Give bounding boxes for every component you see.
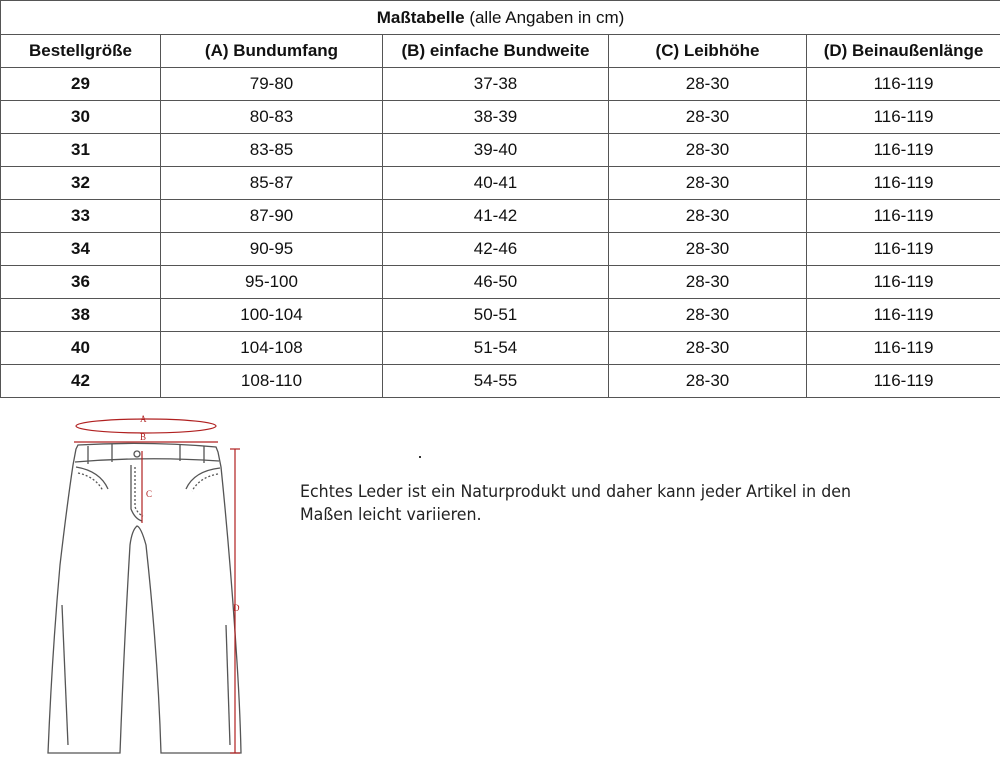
waist-button xyxy=(134,451,140,457)
table-row xyxy=(1,68,1000,101)
size-cell: 34 xyxy=(1,233,161,266)
fly-line xyxy=(131,465,142,521)
table-cell: 116-119 xyxy=(807,332,1000,365)
trousers-body xyxy=(48,443,241,753)
table-cell: 108-110 xyxy=(161,365,383,398)
table-cell: 28-30 xyxy=(609,68,807,101)
header-rise: (C) Leibhöhe xyxy=(609,35,807,68)
table-cell: 116-119 xyxy=(807,101,1000,134)
size-cell: 31 xyxy=(1,134,161,167)
seam-right xyxy=(226,625,230,745)
table-cell: 28-30 xyxy=(609,332,807,365)
table-cell: 104-108 xyxy=(161,332,383,365)
size-cell: 30 xyxy=(1,101,161,134)
trousers-outline xyxy=(48,443,241,753)
size-cell: 33 xyxy=(1,200,161,233)
table-cell: 28-30 xyxy=(609,101,807,134)
table-row xyxy=(1,200,1000,233)
table-row xyxy=(1,365,1000,398)
table-cell: 54-55 xyxy=(383,365,609,398)
table-cell: 100-104 xyxy=(161,299,383,332)
table-cell: 79-80 xyxy=(161,68,383,101)
table-row xyxy=(1,134,1000,167)
table-cell: 39-40 xyxy=(383,134,609,167)
table-cell: 116-119 xyxy=(807,68,1000,101)
size-cell: 40 xyxy=(1,332,161,365)
table-cell: 28-30 xyxy=(609,365,807,398)
table-cell: 50-51 xyxy=(383,299,609,332)
table-cell: 40-41 xyxy=(383,167,609,200)
table-cell: 42-46 xyxy=(383,233,609,266)
table-cell: 28-30 xyxy=(609,167,807,200)
table-cell: 116-119 xyxy=(807,134,1000,167)
table-cell: 116-119 xyxy=(807,266,1000,299)
label-c: C xyxy=(146,489,153,499)
table-cell: 41-42 xyxy=(383,200,609,233)
front-pocket-left xyxy=(76,467,108,489)
table-cell: 87-90 xyxy=(161,200,383,233)
table-row xyxy=(1,266,1000,299)
table-row xyxy=(1,332,1000,365)
table-cell: 28-30 xyxy=(609,299,807,332)
waistband-line xyxy=(75,459,219,462)
label-d: D xyxy=(233,603,240,613)
table-row xyxy=(1,233,1000,266)
table-row xyxy=(1,299,1000,332)
table-cell: 28-30 xyxy=(609,200,807,233)
table-title xyxy=(1,1,1000,35)
label-a: A xyxy=(140,414,147,424)
table-cell: 37-38 xyxy=(383,68,609,101)
table-cell: 51-54 xyxy=(383,332,609,365)
header-row xyxy=(1,35,1000,68)
table-cell: 85-87 xyxy=(161,167,383,200)
table-cell: 116-119 xyxy=(807,200,1000,233)
table-title-rest: (alle Angaben in cm) xyxy=(464,7,625,27)
table-cell: 46-50 xyxy=(383,266,609,299)
header-outseam: (D) Beinaußenlänge xyxy=(807,35,1000,68)
header-waist-width: (B) einfache Bundweite xyxy=(383,35,609,68)
leather-note: Echtes Leder ist ein Naturprodukt und daher kann jeder Artikel in den Maßen leicht variieren. xyxy=(300,482,851,525)
table-row xyxy=(1,167,1000,200)
trousers-diagram xyxy=(40,405,280,762)
table-cell: 116-119 xyxy=(807,233,1000,266)
size-cell: 36 xyxy=(1,266,161,299)
label-b: B xyxy=(140,432,147,442)
table-cell: 28-30 xyxy=(609,134,807,167)
size-cell: 42 xyxy=(1,365,161,398)
table-cell: 83-85 xyxy=(161,134,383,167)
seam-left xyxy=(62,605,68,745)
table-cell: 116-119 xyxy=(807,167,1000,200)
table-cell: 28-30 xyxy=(609,233,807,266)
header-size: Bestellgröße xyxy=(1,35,161,68)
size-cell: 32 xyxy=(1,167,161,200)
front-pocket-right xyxy=(186,468,220,489)
table-row xyxy=(1,101,1000,134)
table-title-bold: Maßtabelle xyxy=(376,7,465,27)
header-waist-circumference: (A) Bundumfang xyxy=(161,35,383,68)
table-cell: 28-30 xyxy=(609,266,807,299)
size-cell: 29 xyxy=(1,68,161,101)
table-cell: 90-95 xyxy=(161,233,383,266)
stray-dot xyxy=(419,456,421,458)
table-cell: 80-83 xyxy=(161,101,383,134)
table-cell: 116-119 xyxy=(807,299,1000,332)
pocket-stitch-left xyxy=(78,473,103,491)
table-body xyxy=(1,68,1000,398)
table-cell: 116-119 xyxy=(807,365,1000,398)
table-cell: 95-100 xyxy=(161,266,383,299)
size-cell: 38 xyxy=(1,299,161,332)
table-cell: 38-39 xyxy=(383,101,609,134)
